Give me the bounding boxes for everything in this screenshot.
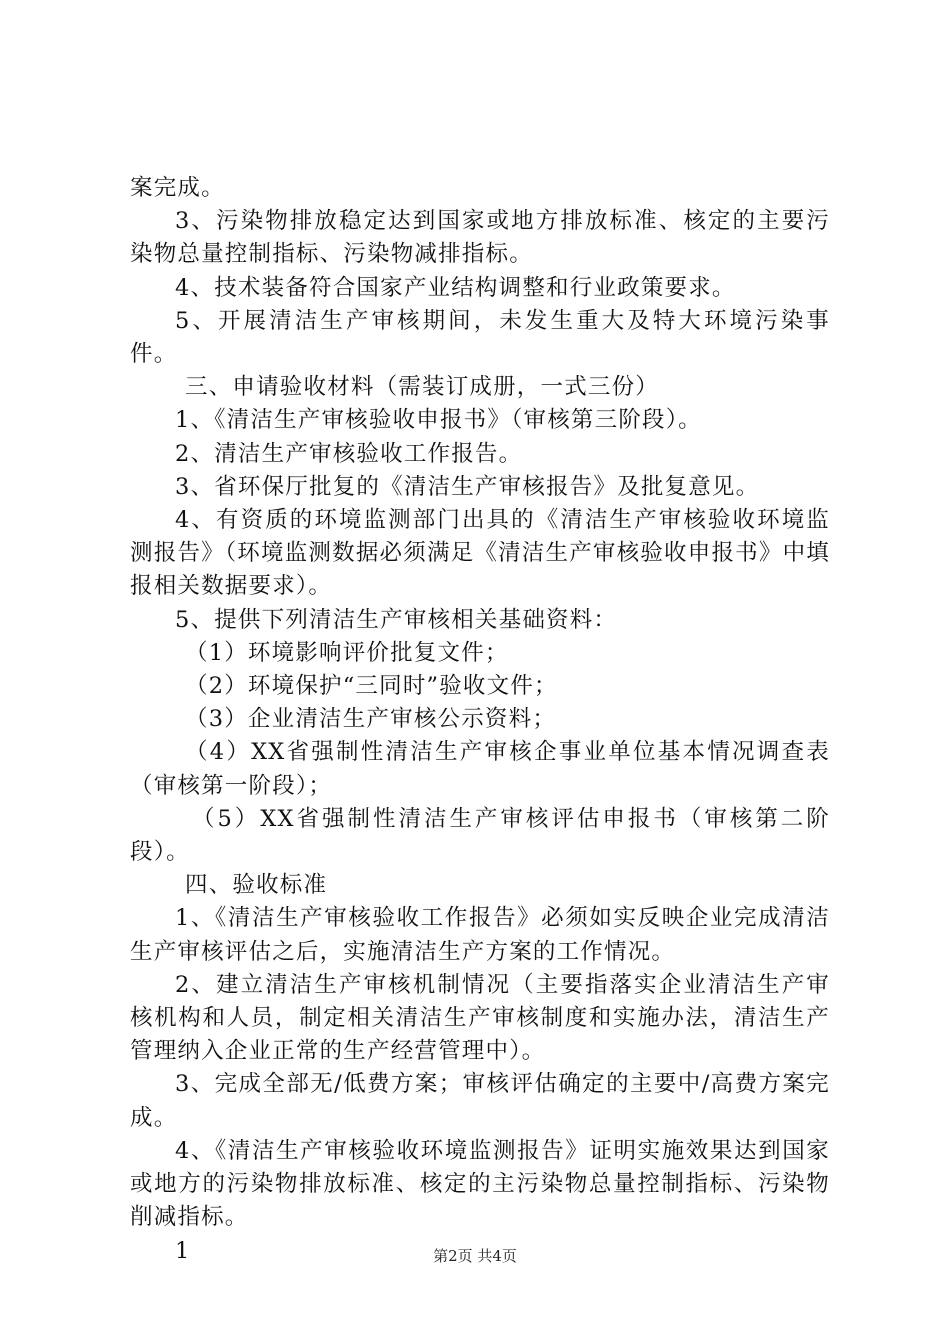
section-heading: 四、验收标准	[185, 872, 328, 899]
paragraph: 5、开展清洁生产审核期间，未发生重大及特大环境污染事件。	[130, 307, 830, 368]
list-item: （1）环境影响评价批复文件；	[185, 639, 509, 666]
paragraph: 4、有资质的环境监测部门出具的《清洁生产审核验收环境监测报告》（环境监测数据必须满足《清洁生产审核验收申报书》中填报相关数据要求）。	[130, 507, 830, 600]
list-item: （4）XX省强制性清洁生产审核企事业单位基本情况调查表（审核第一阶段）；	[130, 739, 830, 799]
paragraph: 1、《清洁生产审核验收工作报告》必须如实反映企业完成清洁生产审核评估之后，实施清洁生产方案的工作情况。	[130, 905, 830, 965]
page-indicator: 第2页 共4页	[433, 1247, 517, 1265]
paragraph: 3、省环保厅批复的《清洁生产审核报告》及批复意见。	[175, 473, 760, 500]
paragraph: 3、完成全部无/低费方案；审核评估确定的主要中/高费方案完成。	[130, 1071, 830, 1131]
paragraph: 4、《清洁生产审核验收环境监测报告》证明实施效果达到国家或地方的污染物排放标准、核定的主污染物总量控制指标、污染物削减指标。	[130, 1137, 830, 1231]
list-item: （5）XX省强制性清洁生产审核评估申报书（审核第二阶段）。	[130, 805, 830, 866]
paragraph: 3、污染物排放稳定达到国家或地方排放标准、核定的主要污染物总量控制指标、污染物减排指标。	[130, 208, 830, 268]
paragraph: 4、技术装备符合国家产业结构调整和行业政策要求。	[175, 274, 736, 301]
section-heading: 三、申请验收材料（需装订成册，一式三份）	[185, 374, 660, 401]
document-body	[130, 172, 830, 1268]
paragraph: 2、建立清洁生产审核机制情况（主要指落实企业清洁生产审核机构和人员，制定相关清洁生产审核制度和实施办法，清洁生产管理纳入企业正常的生产经营管理中）。	[130, 971, 830, 1065]
paragraph: 案完成。	[130, 175, 225, 201]
page-footer	[0, 1246, 950, 1266]
page-number-inline: 1	[175, 1237, 191, 1264]
list-item: （2）环境保护“三同时”验收文件；	[185, 673, 558, 700]
paragraph: 5、提供下列清洁生产审核相关基础资料：	[175, 606, 618, 633]
paragraph: 1、《清洁生产审核验收申报书》（审核第三阶段）。	[175, 407, 702, 434]
list-item: （3）企业清洁生产审核公示资料；	[185, 706, 557, 733]
paragraph: 2、清洁生产审核验收工作报告。	[175, 440, 523, 467]
